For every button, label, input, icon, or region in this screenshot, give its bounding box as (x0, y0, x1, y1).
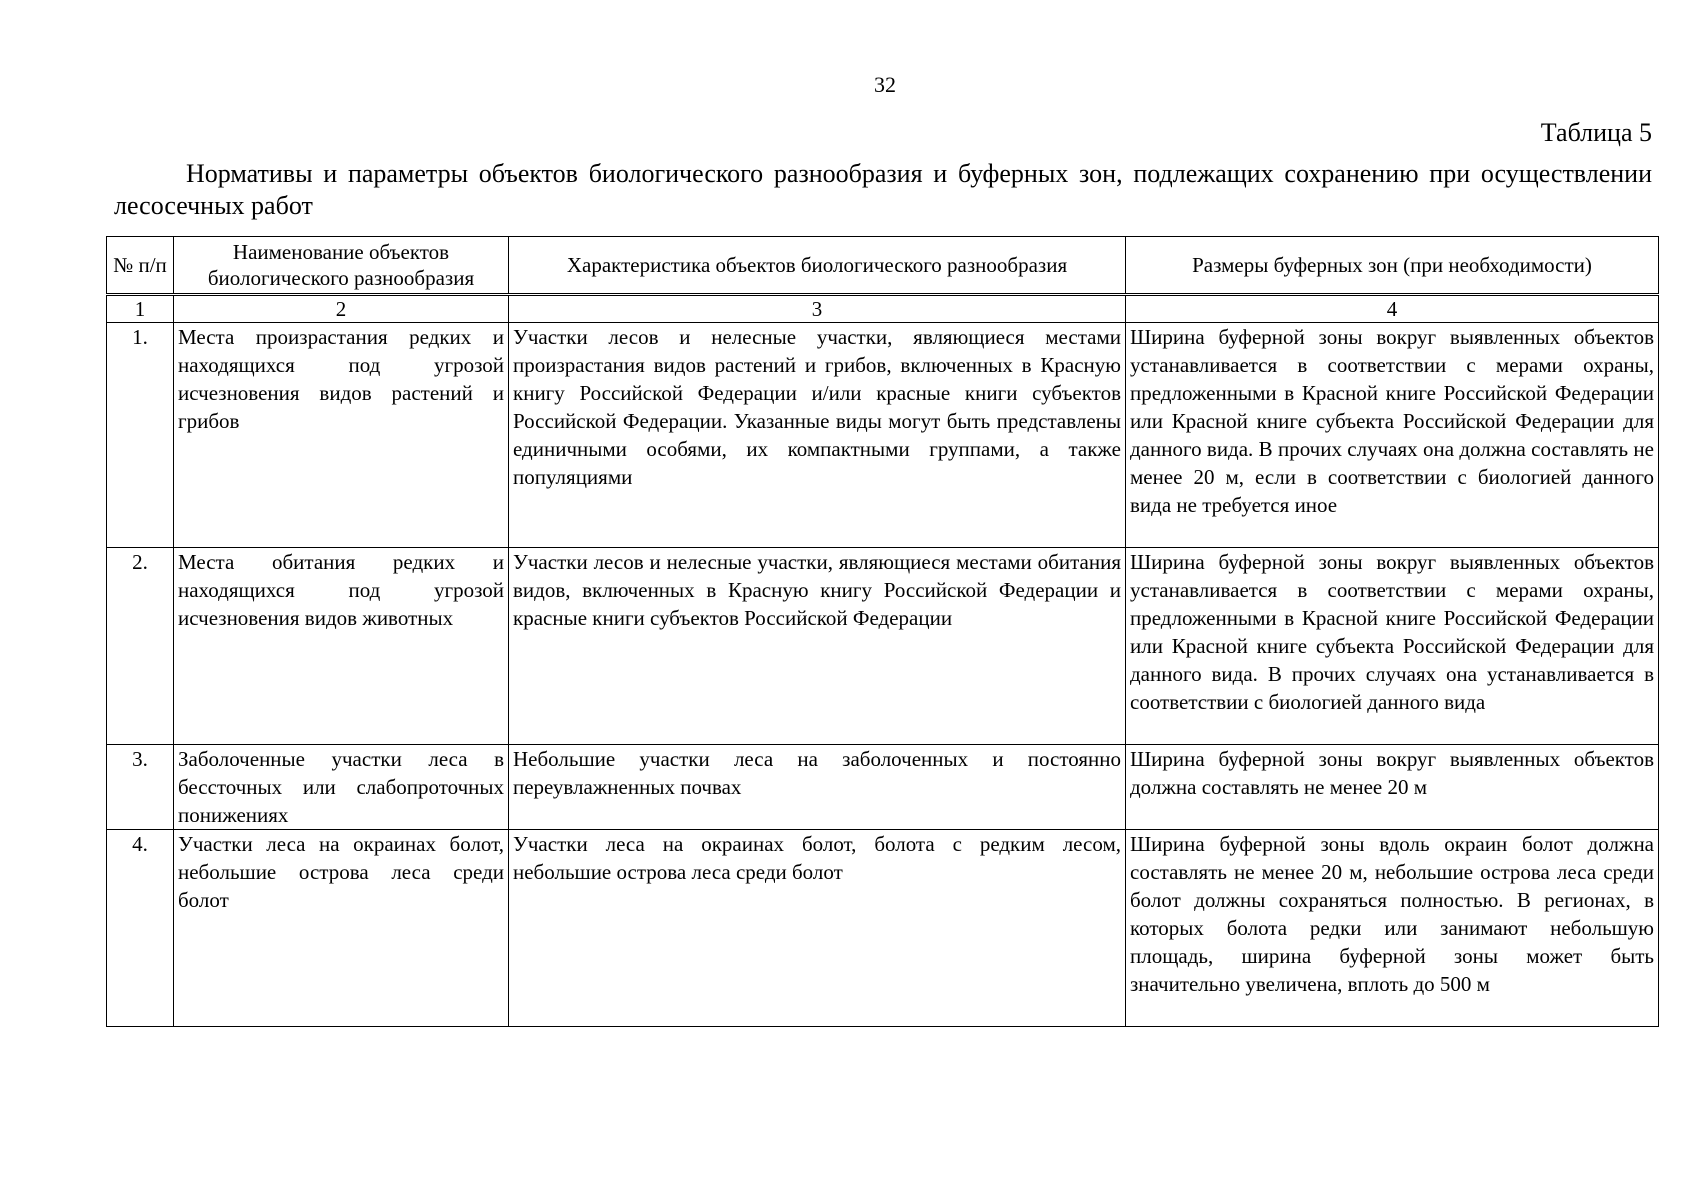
index-cell: 2 (174, 295, 509, 323)
table-row (107, 548, 1659, 745)
index-cell: 3 (509, 295, 1126, 323)
page-number: 32 (874, 72, 896, 97)
table-label: Таблица 5 (1540, 118, 1652, 147)
characteristic-cell: Участки лесов и нелесные участки, являющиеся местами произрастания видов растений и грибов, включенных в Красную книгу Российской Федерации и/или красные книги субъектов Российской Федерации. Указанные виды могут быть представлены единичными особями, их компактными группами, а также популяциями (509, 323, 1126, 548)
table-index-row (107, 295, 1659, 323)
index-cell: 1 (107, 295, 174, 323)
index-cell: 4 (1126, 295, 1659, 323)
table-row (107, 745, 1659, 830)
buffer-cell: Ширина буферной зоны вокруг выявленных объектов должна составлять не менее 20 м (1126, 745, 1659, 830)
characteristic-cell: Небольшие участки леса на заболоченных и постоянно переувлажненных почвах (509, 745, 1126, 830)
table-row (107, 323, 1659, 548)
header-buffer-size: Размеры буферных зон (при необходимости) (1126, 237, 1659, 295)
row-number: 1. (107, 323, 174, 548)
row-number: 3. (107, 745, 174, 830)
object-name-cell: Места обитания редких и находящихся под угрозой исчезновения видов животных (174, 548, 509, 745)
header-number: № п/п (107, 237, 174, 295)
characteristic-cell: Участки леса на окраинах болот, болота с редким лесом, небольшие острова леса среди болот (509, 830, 1126, 1027)
header-object-name: Наименование объектов биологического разнообразия (174, 237, 509, 295)
header-characteristic: Характеристика объектов биологического разнообразия (509, 237, 1126, 295)
table-header-row (107, 237, 1659, 295)
object-name-cell: Заболоченные участки леса в бессточных или слабопроточных понижениях (174, 745, 509, 830)
row-number: 4. (107, 830, 174, 1027)
biodiversity-table (106, 236, 1659, 1027)
buffer-cell: Ширина буферной зоны вокруг выявленных объектов устанавливается в соответствии с мерами охраны, предложенными в Красной книге Российской Федерации или Красной книге субъекта Российской Федерации для данного вида. В прочих случаях она должна составлять не менее 20 м, если в соответствии с биологией данного вида не требуется иное (1126, 323, 1659, 548)
document-title: Нормативы и параметры объектов биологического разнообразия и буферных зон, подлежащих сохранению при осуществлении лесосечных работ (114, 159, 1652, 220)
characteristic-cell: Участки лесов и нелесные участки, являющиеся местами обитания видов, включенных в Красную книгу Российской Федерации и красные книги субъектов Российской Федерации (509, 548, 1126, 745)
table-row (107, 830, 1659, 1027)
object-name-cell: Места произрастания редких и находящихся под угрозой исчезновения видов растений и грибов (174, 323, 509, 548)
object-name-cell: Участки леса на окраинах болот, небольшие острова леса среди болот (174, 830, 509, 1027)
buffer-cell: Ширина буферной зоны вокруг выявленных объектов устанавливается в соответствии с мерами охраны, предложенными в Красной книге Российской Федерации или Красной книге субъекта Российской Федерации для данного вида. В прочих случаях она устанавливается в соответствии с биологией данного вида (1126, 548, 1659, 745)
buffer-cell: Ширина буферной зоны вдоль окраин болот должна составлять не менее 20 м, небольшие острова леса среди болот должны сохраняться полностью. В регионах, в которых болота редки или занимают небольшую площадь, ширина буферной зоны может быть значительно увеличена, вплоть до 500 м (1126, 830, 1659, 1027)
row-number: 2. (107, 548, 174, 745)
